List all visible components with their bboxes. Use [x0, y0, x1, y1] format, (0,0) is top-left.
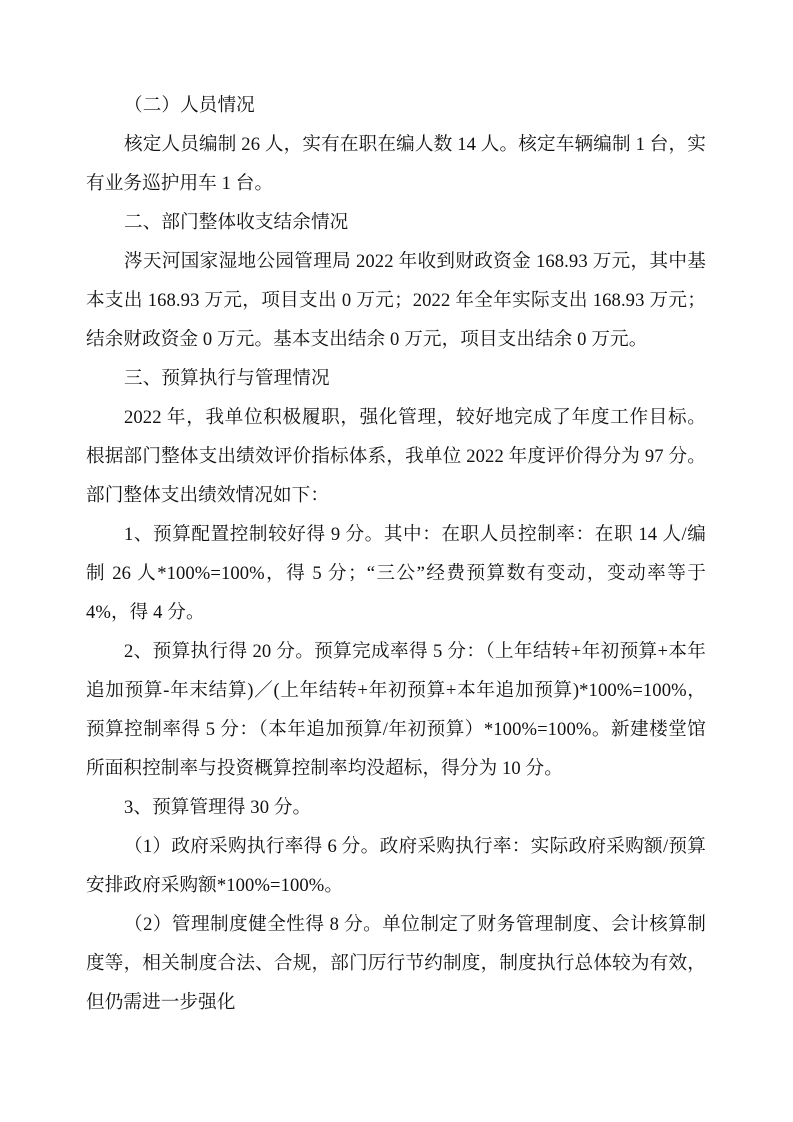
document-body [86, 86, 706, 1022]
heading-budget-execution: 三、预算执行与管理情况 [124, 368, 330, 389]
para-item-1: 1、预算配置控制较好得 9 分。其中：在职人员控制率：在职 14 人/编制 26 人*100%=100%，得 5 分；“三公”经费预算数有变动，变动率等于 4%，得 4 分。 [86, 524, 706, 623]
para-item-3: 3、预算管理得 30 分。 [124, 797, 312, 818]
para-personnel-detail: 核定人员编制 26 人，实有在职在编人数 14 人。核定车辆编制 1 台，实有业务巡护用车 1 台。 [86, 134, 706, 194]
para-item-2: 2、预算执行得 20 分。预算完成率得 5 分：（上年结转+年初预算+本年追加预算-年末结算)／(上年结转+年初预算+本年追加预算)*100%=100%，预算控制率得 5 分：（本年追加预算/年初预算）*100%=100%。新建楼堂馆所面积控制率与投资概算控制率均没超标，得分为 10 分。 [86, 641, 706, 779]
heading-overall-revenue: 二、部门整体收支结余情况 [124, 212, 349, 233]
heading-personnel: （二）人员情况 [124, 95, 255, 116]
para-budget-execution-intro: 2022 年，我单位积极履职，强化管理，较好地完成了年度工作目标。根据部门整体支出绩效评价指标体系，我单位 2022 年度评价得分为 97 分。部门整体支出绩效情况如下： [86, 407, 706, 506]
para-item-3-1: （1）政府采购执行率得 6 分。政府采购执行率：实际政府采购额/预算安排政府采购额*100%=100%。 [86, 836, 706, 896]
para-overall-revenue-detail: 涔天河国家湿地公园管理局 2022 年收到财政资金 168.93 万元，其中基本支出 168.93 万元，项目支出 0 万元；2022 年全年实际支出 168.93 万元；结余财政资金 0 万元。基本支出结余 0 万元，项目支出结余 0 万元。 [86, 251, 706, 350]
para-item-3-2: （2）管理制度健全性得 8 分。单位制定了财务管理制度、会计核算制度等，相关制度合法、合规，部门厉行节约制度，制度执行总体较为有效，但仍需进一步强化 [86, 914, 706, 1013]
